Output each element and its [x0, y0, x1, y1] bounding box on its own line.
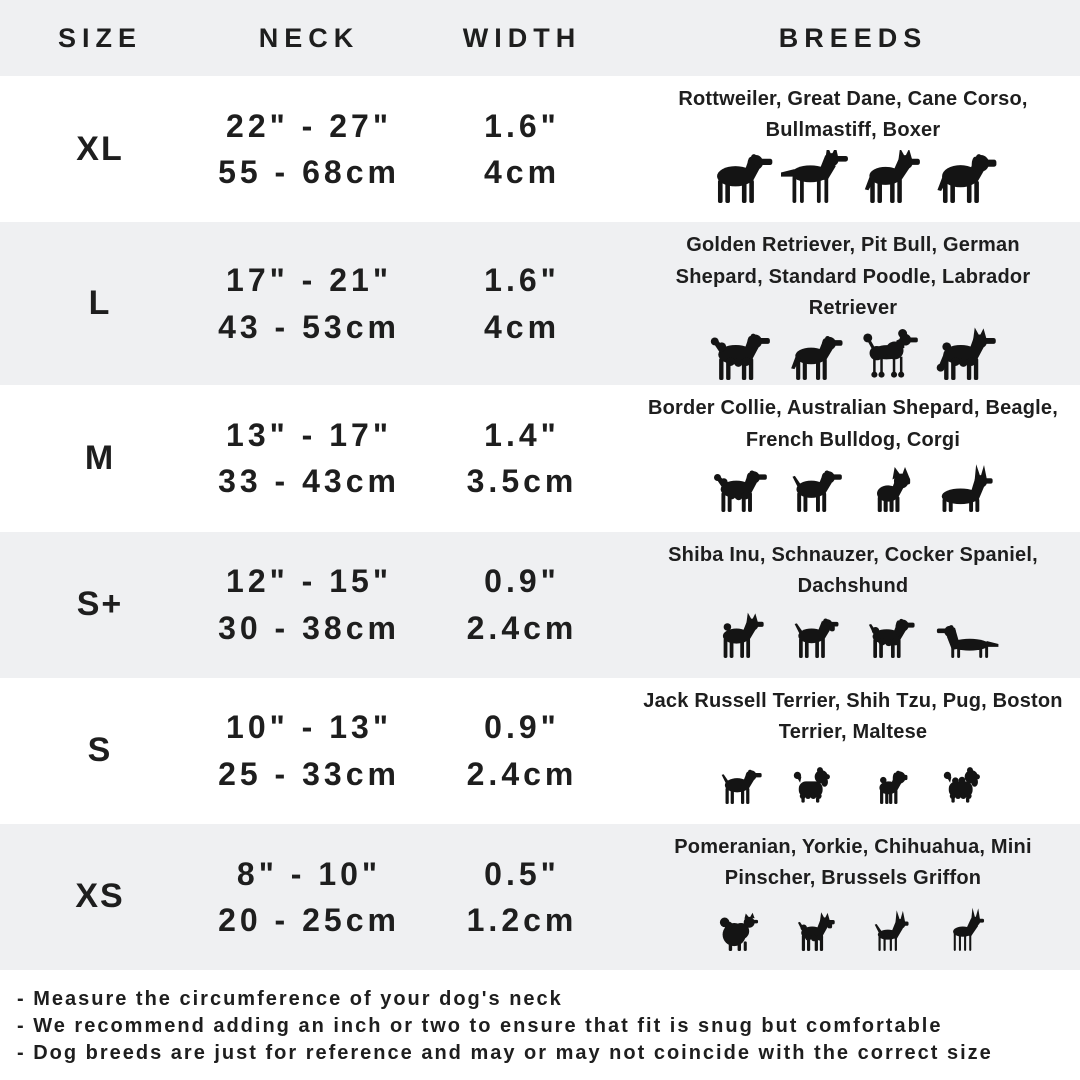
- table-row-l: [0, 222, 1080, 385]
- french-bulldog-icon: [856, 459, 926, 517]
- beagle-icon: [781, 459, 851, 517]
- schnauzer-icon: [781, 605, 851, 663]
- breeds-list: Border Collie, Australian Shepard, Beagle, French Bulldog, Corgi: [648, 397, 1058, 451]
- great-dane-icon: [781, 150, 851, 208]
- table-row-s: [0, 678, 1080, 824]
- width-cm: 3.5cm: [466, 463, 578, 500]
- dog-icons: [706, 603, 1001, 663]
- border-collie-icon: [706, 459, 776, 517]
- breeds-cell: [626, 222, 1080, 385]
- table-row-xs: [0, 824, 1080, 970]
- neck-cm: 55 - 68cm: [218, 154, 400, 191]
- header-size: SIZE: [57, 22, 142, 53]
- breeds-list: Pomeranian, Yorkie, Chihuahua, Mini Pinscher, Brussels Griffon: [674, 835, 1032, 890]
- pomeranian-icon: [706, 898, 776, 956]
- size-label: XL: [76, 129, 124, 168]
- pit-bull-icon: [781, 327, 851, 385]
- golden-retriever-icon: [706, 327, 776, 385]
- footnotes: [0, 970, 1080, 1080]
- width-cm: 4cm: [483, 154, 561, 191]
- neck-inches: 22" - 27": [226, 107, 392, 144]
- neck-inches: 13" - 17": [226, 417, 392, 454]
- neck-measurement: [200, 385, 418, 531]
- breeds-cell: [626, 76, 1080, 222]
- table-body: [0, 76, 1080, 970]
- width-measurement: [418, 824, 626, 970]
- dog-icons: [706, 148, 1001, 208]
- width-inches: 1.6": [484, 262, 560, 299]
- dachshund-icon: [931, 605, 1001, 663]
- size-label: M: [84, 438, 116, 477]
- note-line: - We recommend adding an inch or two to ensure that fit is snug but comfortable: [17, 1015, 943, 1038]
- neck-inches: 10" - 13": [226, 709, 392, 746]
- cocker-spaniel-icon: [856, 605, 926, 663]
- width-inches: 0.9": [484, 709, 560, 746]
- table-row-xl: [0, 76, 1080, 222]
- mini-pinscher-icon: [931, 898, 1001, 956]
- width-cm: 1.2cm: [466, 901, 578, 938]
- size-label: L: [88, 284, 112, 323]
- neck-measurement: [200, 824, 418, 970]
- neck-cm: 20 - 25cm: [218, 901, 400, 938]
- header-width: WIDTH: [462, 22, 582, 53]
- neck-cm: 43 - 53cm: [218, 308, 400, 345]
- neck-inches: 17" - 21": [226, 262, 392, 299]
- pug-icon: [856, 751, 926, 809]
- breeds-list: Golden Retriever, Pit Bull, German Shepard, Standard Poodle, Labrador Retriever: [675, 234, 1031, 319]
- table-row-s-plus: [0, 532, 1080, 678]
- chihuahua-icon: [856, 898, 926, 956]
- breeds-cell: [626, 678, 1080, 824]
- neck-inches: 12" - 15": [226, 563, 392, 600]
- breeds-list: Shiba Inu, Schnauzer, Cocker Spaniel, Dachshund: [668, 543, 1038, 597]
- width-inches: 0.5": [484, 855, 560, 892]
- neck-cm: 30 - 38cm: [218, 609, 400, 646]
- shiba-inu-icon: [706, 605, 776, 663]
- width-cm: 2.4cm: [466, 609, 578, 646]
- width-measurement: [418, 76, 626, 222]
- table-header: [0, 0, 1080, 76]
- header-breeds: BREEDS: [778, 22, 928, 53]
- neck-cm: 33 - 43cm: [218, 463, 400, 500]
- breeds-cell: [626, 385, 1080, 531]
- width-measurement: [418, 678, 626, 824]
- standard-poodle-icon: [856, 327, 926, 385]
- dog-icons: [706, 457, 1001, 517]
- dog-icons: [706, 896, 1001, 956]
- width-inches: 0.9": [484, 563, 560, 600]
- header-neck: NECK: [258, 22, 360, 53]
- breeds-list: Jack Russell Terrier, Shih Tzu, Pug, Boston Terrier, Maltese: [643, 689, 1063, 744]
- rottweiler-icon: [706, 150, 776, 208]
- size-label: S+: [76, 585, 124, 624]
- jack-russell-terrier-icon: [706, 751, 776, 809]
- size-label: S: [87, 731, 113, 770]
- shih-tzu-icon: [781, 751, 851, 809]
- neck-cm: 25 - 33cm: [218, 755, 400, 792]
- dog-icons: [706, 325, 1001, 385]
- cane-corso-icon: [856, 150, 926, 208]
- maltese-icon: [931, 751, 1001, 809]
- bullmastiff-icon: [931, 150, 1001, 208]
- neck-measurement: [200, 532, 418, 678]
- width-measurement: [418, 385, 626, 531]
- width-inches: 1.4": [484, 417, 560, 454]
- note-line: - Dog breeds are just for reference and may or may not coincide with the correct size: [17, 1042, 993, 1065]
- width-cm: 2.4cm: [466, 755, 578, 792]
- note-line: - Measure the circumference of your dog's neck: [17, 988, 563, 1010]
- table-row-m: [0, 385, 1080, 531]
- german-shepard-icon: [931, 327, 1001, 385]
- breeds-list: Rottweiler, Great Dane, Cane Corso, Bullmastiff, Boxer: [678, 88, 1028, 142]
- breeds-cell: [626, 824, 1080, 970]
- width-measurement: [418, 222, 626, 385]
- width-inches: 1.6": [484, 107, 560, 144]
- breeds-cell: [626, 532, 1080, 678]
- neck-measurement: [200, 678, 418, 824]
- dog-icons: [706, 749, 1001, 809]
- size-label: XS: [75, 877, 125, 916]
- yorkie-icon: [781, 898, 851, 956]
- width-measurement: [418, 532, 626, 678]
- neck-measurement: [200, 76, 418, 222]
- corgi-icon: [931, 459, 1001, 517]
- width-cm: 4cm: [483, 308, 561, 345]
- neck-inches: 8" - 10": [236, 855, 382, 892]
- neck-measurement: [200, 222, 418, 385]
